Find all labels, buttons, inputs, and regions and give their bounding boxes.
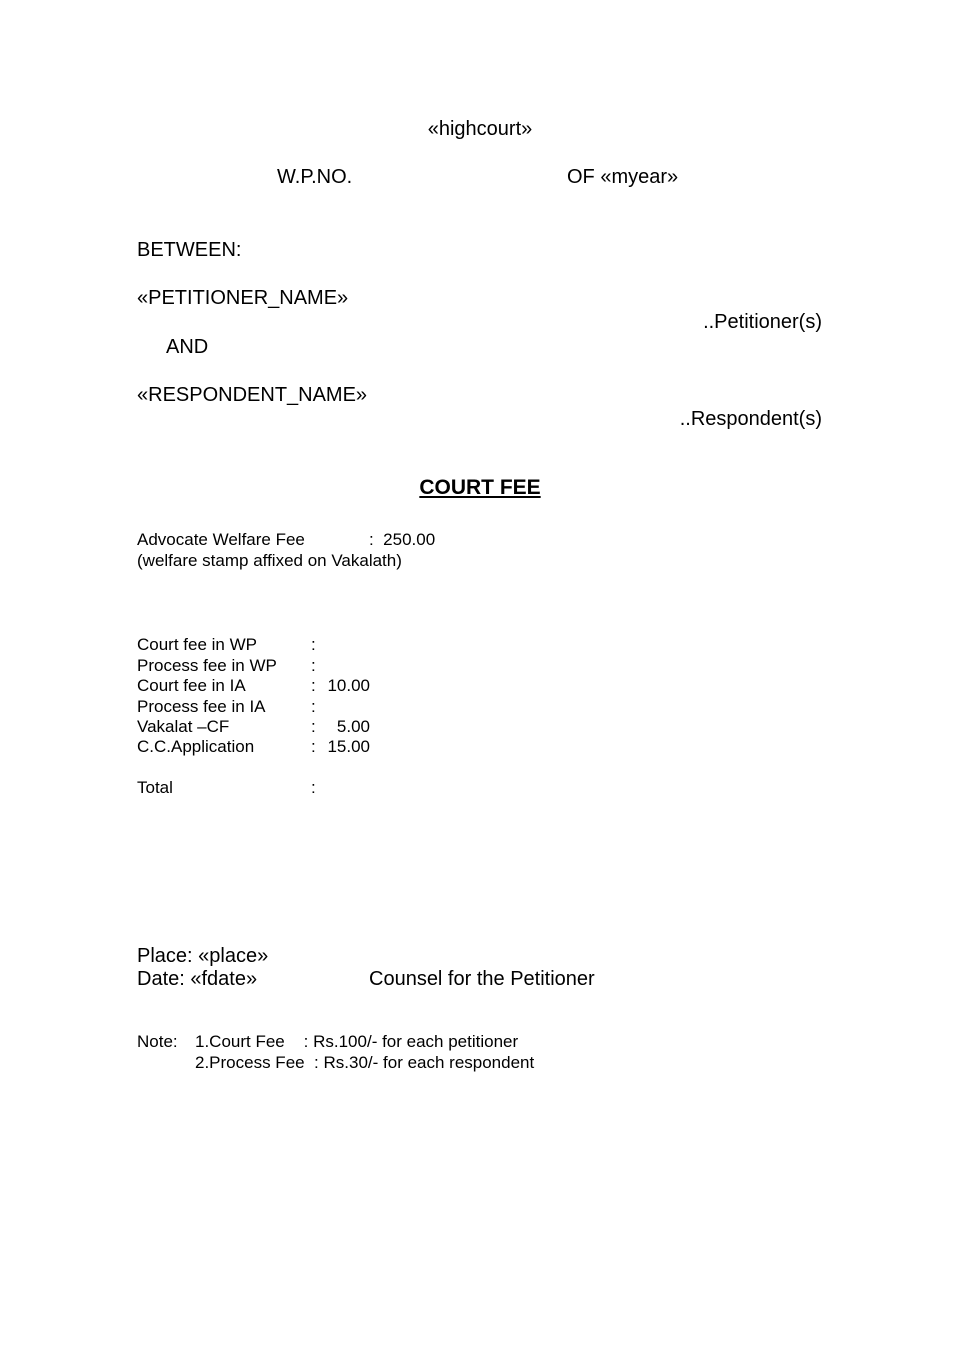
total-separator: :: [311, 778, 316, 797]
fee-label: Court fee in IA: [137, 676, 246, 695]
fee-value: 5.00: [336, 717, 370, 736]
welfare-fee-label: Advocate Welfare Fee: [137, 530, 305, 549]
petitioner-name: «PETITIONER_NAME»: [137, 287, 349, 309]
fee-separator: :: [311, 697, 316, 716]
court-name: «highcourt»: [427, 118, 533, 140]
court-fee-title: COURT FEE: [419, 476, 541, 499]
fee-label: Process fee in IA: [137, 697, 266, 716]
between-label: BETWEEN:: [137, 239, 242, 261]
counsel-signature-line: Counsel for the Petitioner: [369, 968, 595, 990]
fee-value: 15.00: [327, 737, 370, 756]
date-line: Date: «fdate»: [137, 968, 258, 990]
welfare-fee-note: (welfare stamp affixed on Vakalath): [137, 551, 402, 570]
respondent-role: ..Respondent(s): [679, 408, 822, 430]
fee-label: Court fee in WP: [137, 635, 257, 654]
case-number: W.P.NO.: [277, 166, 353, 188]
fee-separator: :: [311, 717, 316, 736]
place-line: Place: «place»: [137, 945, 269, 967]
case-year: OF «myear»: [567, 166, 679, 188]
fee-label: Vakalat –CF: [137, 717, 230, 736]
fee-separator: :: [311, 635, 316, 654]
fee-value: 10.00: [327, 676, 370, 695]
fee-separator: :: [311, 737, 316, 756]
fee-label: Process fee in WP: [137, 656, 277, 675]
fee-separator: :: [311, 656, 316, 675]
note-label: Note:: [137, 1032, 178, 1051]
welfare-fee-value: : 250.00: [369, 530, 436, 549]
total-label: Total: [137, 778, 173, 797]
fee-separator: :: [311, 676, 316, 695]
note-line-1: 1.Court Fee : Rs.100/- for each petitioner: [195, 1032, 519, 1051]
and-label: AND: [166, 336, 209, 358]
fee-label: C.C.Application: [137, 737, 255, 756]
note-line-2: 2.Process Fee : Rs.30/- for each respondent: [195, 1053, 535, 1072]
respondent-name: «RESPONDENT_NAME»: [137, 384, 368, 406]
petitioner-role: ..Petitioner(s): [703, 311, 822, 333]
